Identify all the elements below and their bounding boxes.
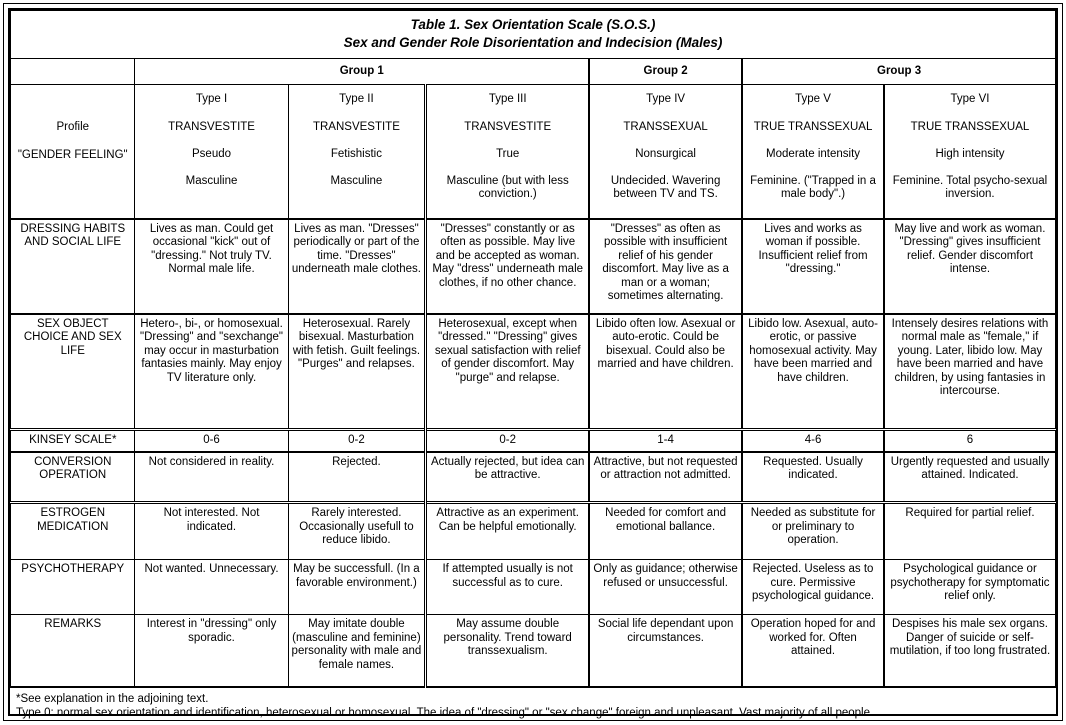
row-label-kinsey: KINSEY SCALE* xyxy=(11,430,135,452)
type-name: Type V xyxy=(795,93,831,106)
row-label-conversion: CONVERSION OPERATION xyxy=(11,452,135,503)
cell-estrogen-type2: Rarely interested. Occasionally usefull to reduce libido. xyxy=(288,503,426,560)
type-name: Type IV xyxy=(646,93,686,106)
cell-dressing-type4: "Dresses" as often as possible with insufficient relief of his gender discomfort. May live as a man or a woman; sometimes alternating. xyxy=(589,219,742,314)
cell-sexobject-type5: Libido low. Asexual, auto-erotic, or passive homosexual activity. May have been married and have children. xyxy=(742,314,884,430)
profile-type-1 xyxy=(135,85,288,219)
gender-feeling-label: "GENDER FEELING" xyxy=(17,148,128,161)
sex-object-row xyxy=(11,314,1056,430)
type-category: TRANSVESTITE xyxy=(312,120,400,133)
type-feeling: Feminine. Total psycho-sexual inversion. xyxy=(892,175,1048,201)
type-category: TRUE TRANSSEXUAL xyxy=(753,120,873,133)
footnote-type0: Type 0: normal sex orientation and identification, heterosexual or homosexual. The idea of "dressing" or "sex change" foreign and unpleasant. Vast majority of all people. xyxy=(16,707,874,720)
row-label-dressing: DRESSING HABITS AND SOCIAL LIFE xyxy=(11,219,135,314)
cell-remarks-type3: May assume double personality. Trend toward transsexualism. xyxy=(426,615,589,687)
group2-header: Group 2 xyxy=(589,59,742,85)
cell-dressing-type6: May live and work as woman. "Dressing" gives insufficient relief. Gender discomfort intense. xyxy=(884,219,1056,314)
cell-conversion-type1: Not considered in reality. xyxy=(135,452,288,503)
cell-remarks-type5: Operation hoped for and worked for. Often attained. xyxy=(742,615,884,687)
cell-psychotherapy-type3: If attempted usually is not successful as to cure. xyxy=(426,560,589,615)
cell-conversion-type2: Rejected. xyxy=(288,452,426,503)
cell-sexobject-type6: Intensely desires relations with normal male as "female," if young. Later, libido low. May have been married and have children, by using fantasies in intercourse. xyxy=(884,314,1056,430)
cell-psychotherapy-type1: Not wanted. Unnecessary. xyxy=(135,560,288,615)
group-header-row xyxy=(11,59,1056,85)
profile-type-2 xyxy=(288,85,426,219)
type-subtype: Nonsurgical xyxy=(635,147,696,160)
type-subtype: True xyxy=(496,147,520,160)
cell-kinsey-type4: 1-4 xyxy=(589,430,742,452)
kinsey-row xyxy=(11,430,1056,452)
type-category: TRANSSEXUAL xyxy=(623,120,708,133)
group1-header: Group 1 xyxy=(135,59,589,85)
cell-estrogen-type4: Needed for comfort and emotional ballance. xyxy=(589,503,742,560)
cell-kinsey-type5: 4-6 xyxy=(742,430,884,452)
cell-remarks-type2: May imitate double (masculine and feminine) personality with male and female names. xyxy=(288,615,426,687)
cell-kinsey-type1: 0-6 xyxy=(135,430,288,452)
footnote-see-explanation: *See explanation in the adjoining text. xyxy=(16,692,209,705)
cell-kinsey-type6: 6 xyxy=(884,430,1056,452)
cell-psychotherapy-type2: May be successfull. (In a favorable environment.) xyxy=(288,560,426,615)
title-row xyxy=(11,11,1056,59)
profile-type-3 xyxy=(426,85,589,219)
type-feeling: Undecided. Wavering between TV and TS. xyxy=(610,175,721,201)
cell-conversion-type6: Urgently requested and usually attained. Indicated. xyxy=(884,452,1056,503)
cell-dressing-type1: Lives as man. Could get occasional "kick" out of "dressing." Not truly TV. Normal male life. xyxy=(135,219,288,314)
dressing-row xyxy=(11,219,1056,314)
cell-estrogen-type6: Required for partial relief. xyxy=(884,503,1056,560)
cell-dressing-type5: Lives and works as woman if possible. Insufficient relief from "dressing." xyxy=(742,219,884,314)
cell-conversion-type5: Requested. Usually indicated. xyxy=(742,452,884,503)
profile-type-5 xyxy=(742,85,884,219)
type-subtype: Fetishistic xyxy=(330,147,382,160)
outer-frame xyxy=(3,3,1063,721)
cell-remarks-type1: Interest in "dressing" only sporadic. xyxy=(135,615,288,687)
type-name: Type III xyxy=(488,93,527,106)
type-name: Type II xyxy=(339,93,374,106)
type-feeling: Masculine xyxy=(185,175,238,188)
type-feeling: Feminine. ("Trapped in a male body".) xyxy=(750,175,876,201)
cell-estrogen-type3: Attractive as an experiment. Can be helpful emotionally. xyxy=(426,503,589,560)
row-label-sex-object: SEX OBJECT CHOICE AND SEX LIFE xyxy=(11,314,135,430)
type-subtype: High intensity xyxy=(935,147,1005,160)
remarks-row xyxy=(11,615,1056,687)
cell-sexobject-type4: Libido often low. Asexual or auto-erotic. Could be bisexual. Could also be married and have children. xyxy=(589,314,742,430)
psychotherapy-row xyxy=(11,560,1056,615)
profile-label-text: Profile xyxy=(56,121,90,134)
cell-estrogen-type5: Needed as substitute for or preliminary to operation. xyxy=(742,503,884,560)
type-category: TRUE TRANSSEXUAL xyxy=(910,120,1030,133)
row-label-psychotherapy: PSYCHOTHERAPY xyxy=(11,560,135,615)
cell-estrogen-type1: Not interested. Not indicated. xyxy=(135,503,288,560)
footnotes xyxy=(10,688,1056,725)
conversion-row xyxy=(11,452,1056,503)
cell-sexobject-type3: Heterosexual, except when "dressed." "Dressing" gives sexual satisfaction with relief of gender discomfort. May "purge" and relapse. xyxy=(426,314,589,430)
table-title xyxy=(11,11,1056,59)
type-name: Type VI xyxy=(950,93,990,106)
cell-psychotherapy-type4: Only as guidance; otherwise refused or unsuccessful. xyxy=(589,560,742,615)
profile-header-row xyxy=(11,85,1056,219)
estrogen-row xyxy=(11,503,1056,560)
profile-type-4 xyxy=(589,85,742,219)
cell-remarks-type6: Despises his male sex organs. Danger of suicide or self-mutilation, if too long frustrated. xyxy=(884,615,1056,687)
type-category: TRANSVESTITE xyxy=(464,120,552,133)
cell-psychotherapy-type6: Psychological guidance or psychotherapy for symptomatic relief only. xyxy=(884,560,1056,615)
profile-type-6 xyxy=(884,85,1056,219)
row-label-profile xyxy=(11,85,135,219)
type-category: TRANSVESTITE xyxy=(168,120,255,133)
table-frame xyxy=(8,8,1058,720)
type-feeling: Masculine (but with less conviction.) xyxy=(446,175,569,201)
row-label-estrogen: ESTROGEN MEDICATION xyxy=(11,503,135,560)
cell-conversion-type3: Actually rejected, but idea can be attractive. xyxy=(426,452,589,503)
cell-kinsey-type2: 0-2 xyxy=(288,430,426,452)
group3-header: Group 3 xyxy=(742,59,1055,85)
table-title-line2: Sex and Gender Role Disorientation and Indecision (Males) xyxy=(343,35,723,51)
sos-table xyxy=(10,10,1056,688)
cell-dressing-type2: Lives as man. "Dresses" periodically or part of the time. "Dresses" underneath male clothes. xyxy=(288,219,426,314)
type-subtype: Moderate intensity xyxy=(766,147,861,160)
corner-cell xyxy=(11,59,135,85)
cell-kinsey-type3: 0-2 xyxy=(426,430,589,452)
row-label-remarks: REMARKS xyxy=(11,615,135,687)
type-subtype: Pseudo xyxy=(192,147,232,160)
cell-sexobject-type1: Hetero-, bi-, or homosexual. "Dressing" and "sexchange" may occur in masturbation fantasies mainly. May enjoy TV literature only. xyxy=(135,314,288,430)
table-title-line1: Table 1. Sex Orientation Scale (S.O.S.) xyxy=(410,17,656,32)
cell-sexobject-type2: Heterosexual. Rarely bisexual. Masturbation with fetish. Guilt feelings. "Purges" and relapses. xyxy=(288,314,426,430)
type-feeling: Masculine xyxy=(330,175,383,188)
cell-conversion-type4: Attractive, but not requested or attraction not admitted. xyxy=(589,452,742,503)
type-name: Type I xyxy=(195,93,228,106)
cell-remarks-type4: Social life dependant upon circumstances. xyxy=(589,615,742,687)
cell-dressing-type3: "Dresses" constantly or as often as possible. May live and be accepted as woman. May "dress" underneath male clothes, if no other chance. xyxy=(426,219,589,314)
cell-psychotherapy-type5: Rejected. Useless as to cure. Permissive psychological guidance. xyxy=(742,560,884,615)
